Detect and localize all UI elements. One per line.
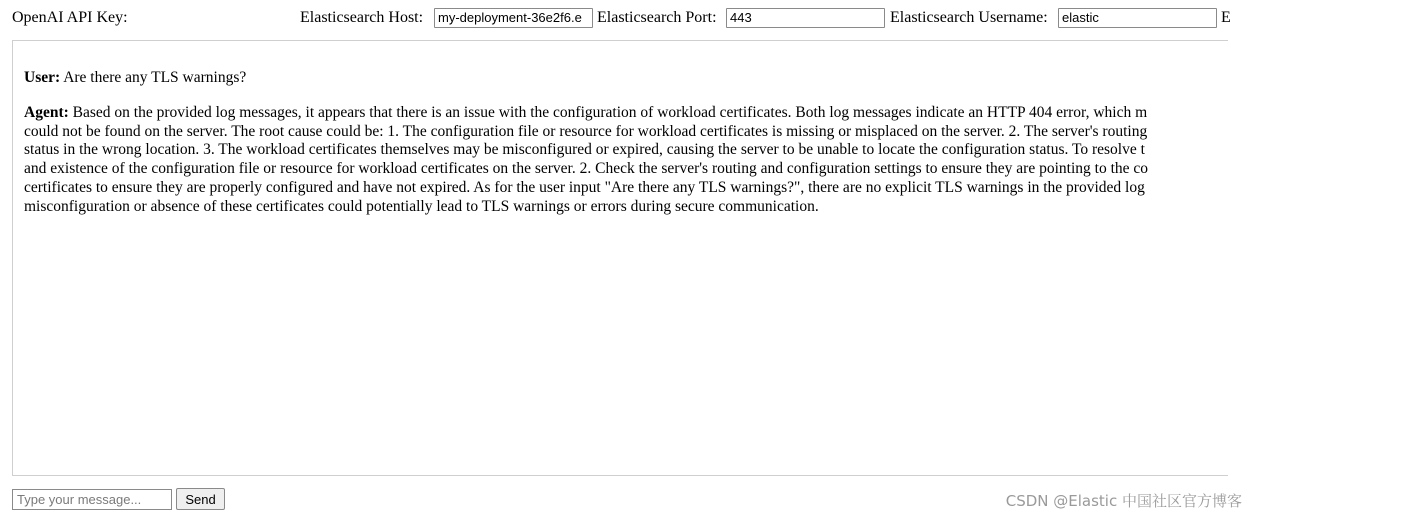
agent-message-line bbox=[24, 104, 1424, 123]
agent-message-line: misconfiguration or absence of these certificates could potentially lead to TLS warnings or errors during secure communication. bbox=[24, 197, 819, 215]
agent-message-line: could not be found on the server. The root cause could be: 1. The configuration file or resource for workload certificates is missing or misplaced on the server. 2. The server's routing bbox=[24, 122, 1148, 140]
message-input[interactable] bbox=[12, 489, 172, 510]
agent-message-text: Based on the provided log messages, it appears that there is an issue with the configuration of workload certificates. Both log messages indicate an HTTP 404 error, which m bbox=[72, 103, 1148, 121]
chat-messages bbox=[24, 69, 1424, 233]
agent-message bbox=[24, 104, 1424, 217]
send-button[interactable]: Send bbox=[176, 488, 225, 510]
es-port-label: Elasticsearch Port: bbox=[597, 9, 717, 26]
es-password-label: E bbox=[1221, 9, 1231, 26]
agent-message-line: status in the wrong location. 3. The workload certificates themselves may be misconfigured or expired, causing the server to be unable to locate the configuration status. To resolve t bbox=[24, 141, 1145, 159]
watermark-text: CSDN @Elastic 中国社区官方博客 bbox=[1005, 492, 1242, 510]
openai-api-key-label: OpenAI API Key: bbox=[12, 9, 128, 26]
es-username-input[interactable]: elastic bbox=[1058, 8, 1217, 28]
user-role-label: User: bbox=[24, 69, 61, 86]
es-host-input[interactable]: my-deployment-36e2f6.e bbox=[434, 8, 593, 28]
chat-window[interactable] bbox=[12, 40, 1228, 476]
settings-bar bbox=[0, 0, 1231, 38]
es-host-label: Elasticsearch Host: bbox=[300, 9, 424, 26]
agent-message-line: certificates to ensure they are properly configured and have not expired. As for the user input "Are there any TLS warnings?", there are no explicit TLS warnings in the provided log bbox=[24, 178, 1145, 196]
es-username-label: Elasticsearch Username: bbox=[890, 9, 1048, 26]
user-message bbox=[24, 69, 1424, 88]
user-message-text: Are there any TLS warnings? bbox=[63, 69, 247, 86]
es-port-input[interactable]: 443 bbox=[726, 8, 885, 28]
agent-role-label: Agent: bbox=[24, 103, 69, 121]
agent-message-line: and existence of the configuration file or resource for workload certificates on the server. 2. Check the server's routing and configuration settings to ensure they are pointing to the co bbox=[24, 160, 1149, 178]
